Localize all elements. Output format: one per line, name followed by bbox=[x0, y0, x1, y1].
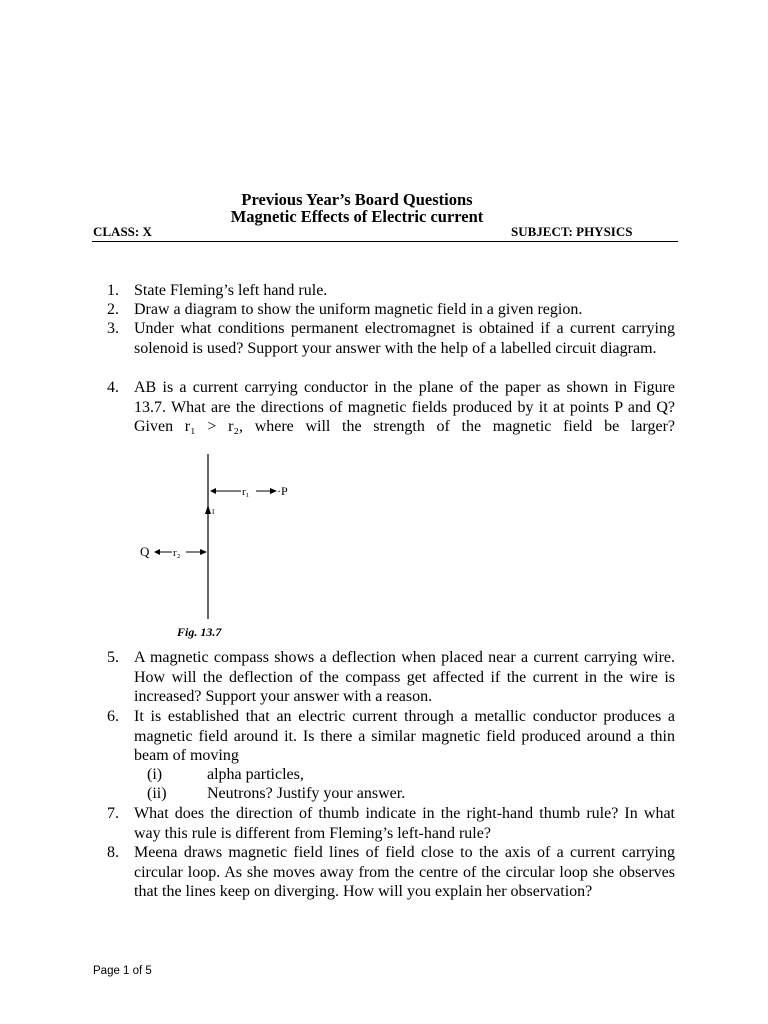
page-number: Page 1 of 5 bbox=[93, 965, 152, 977]
question-number: 2. bbox=[107, 301, 119, 318]
subitem-number: (ii) bbox=[147, 785, 167, 802]
question-text: AB is a current carrying conductor in the plane of the paper as shown in Figure 13.7. What are the directions of magnetic fields produced by it at points P and Q? Given r₁ > r₂, where will the strength of the magnetic field be larger? bbox=[134, 379, 675, 435]
question-text: State Fleming’s left hand rule. bbox=[134, 282, 328, 299]
question-7 bbox=[107, 804, 675, 843]
subitem-text: Neutrons? Justify your answer. bbox=[207, 785, 406, 802]
arrowhead-icon bbox=[200, 549, 207, 555]
question-text: A magnetic compass shows a deflection when placed near a current carrying wire. How will the deflection of the compass get affected if the current in the wire is increased? Support your answer with a reason. bbox=[134, 649, 675, 705]
figure-caption: Fig. 13.7 bbox=[177, 625, 222, 639]
document-title: Previous Year’s Board Questions bbox=[241, 190, 473, 209]
arrowhead-icon bbox=[210, 488, 216, 494]
question-number: 5. bbox=[107, 649, 119, 666]
subitem-text: alpha particles, bbox=[207, 766, 304, 783]
document-subtitle: Magnetic Effects of Electric current bbox=[230, 207, 484, 226]
question-number: 8. bbox=[107, 844, 119, 861]
question-5 bbox=[107, 648, 675, 707]
subitem-number: (i) bbox=[147, 766, 163, 783]
question-number: 4. bbox=[107, 379, 119, 396]
r1-label: r₁ bbox=[242, 486, 250, 498]
subject-label: SUBJECT: PHYSICS bbox=[511, 224, 633, 239]
current-arrow-icon bbox=[205, 505, 211, 514]
arrowhead-icon bbox=[270, 488, 277, 494]
question-text: It is established that an electric current through a metallic conductor produces a magnetic field around it. Is there a similar magnetic field produced around a thin beam of moving bbox=[134, 708, 675, 764]
point-q-label: Q bbox=[140, 544, 150, 559]
r2-label: r₂ bbox=[173, 547, 181, 559]
question-number: 6. bbox=[107, 708, 119, 725]
question-8 bbox=[107, 843, 675, 902]
question-text: Meena draws magnetic field lines of field close to the axis of a current carrying circular loop. As she moves away from the centre of the circular loop she observes that the lines keep on diverging. How will you explain her observation? bbox=[134, 844, 675, 900]
question-text: Under what conditions permanent electromagnet is obtained if a current carrying solenoid is used? Support your answer with the help of a labelled circuit diagram. bbox=[134, 320, 675, 357]
question-6 bbox=[107, 707, 675, 766]
question-number: 1. bbox=[107, 282, 119, 299]
arrowhead-icon bbox=[154, 549, 160, 555]
point-p-label: ·P bbox=[277, 484, 288, 498]
current-label: I bbox=[212, 508, 215, 516]
question-text: Draw a diagram to show the uniform magnetic field in a given region. bbox=[134, 301, 583, 318]
class-label: CLASS: X bbox=[93, 224, 152, 239]
question-number: 3. bbox=[107, 320, 119, 337]
question-text: What does the direction of thumb indicate in the right-hand thumb rule? In what way this rule is different from Fleming’s left-hand rule? bbox=[134, 805, 675, 842]
question-number: 7. bbox=[107, 805, 119, 822]
